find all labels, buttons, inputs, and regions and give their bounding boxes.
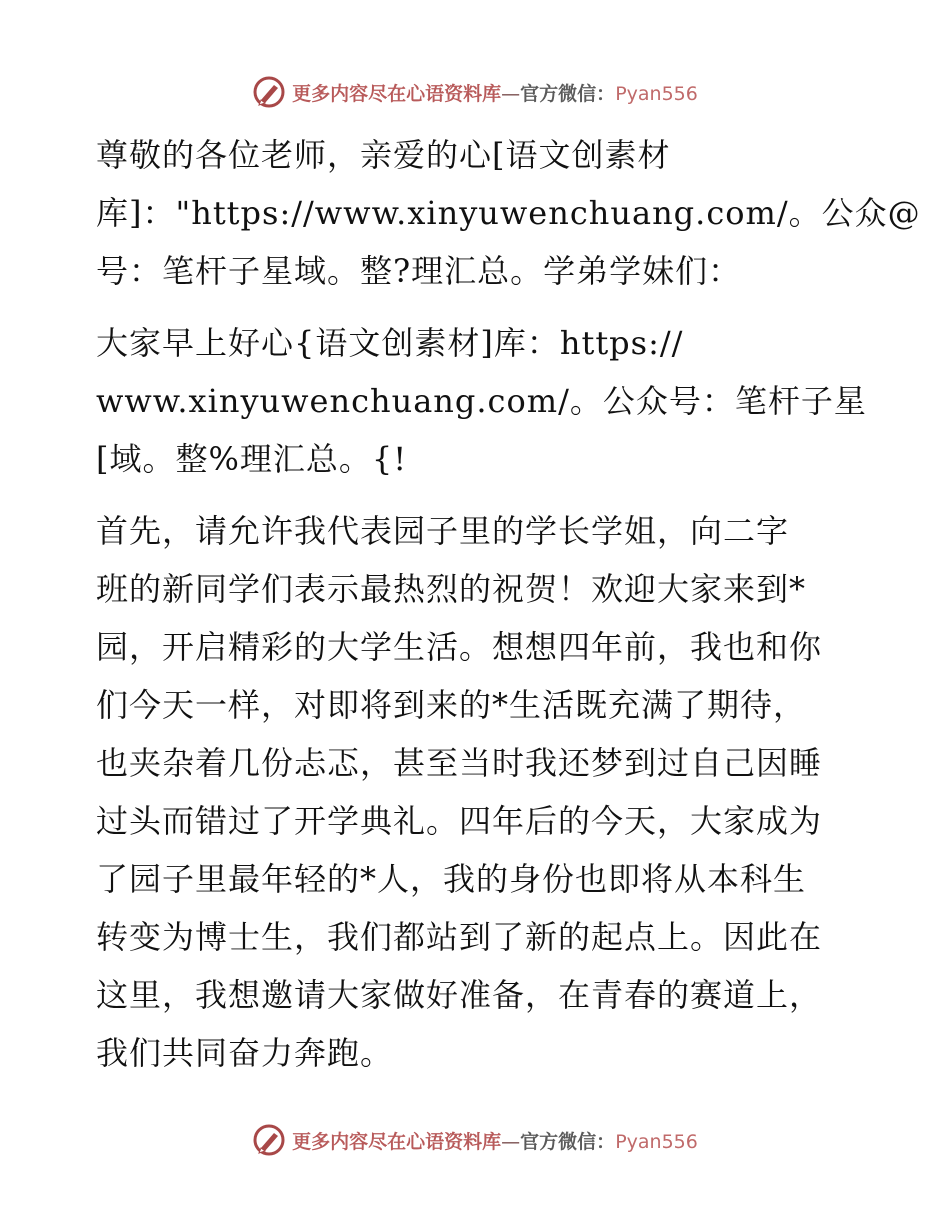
- paragraph-line: 尊敬的各位老师，亲爱的心[语文创素材: [96, 136, 671, 174]
- paragraph-line: 们今天一样，对即将到来的*生活既充满了期待，: [96, 686, 807, 724]
- paragraph-line: 也夹杂着几份忐忑，甚至当时我还梦到过自己因睡: [96, 744, 823, 782]
- footer-banner: [0, 1120, 950, 1160]
- paragraph-morning: [96, 314, 866, 488]
- header-banner-text: [292, 79, 698, 106]
- paragraph-welcome: [96, 502, 866, 1082]
- paragraph-line: 了园子里最年轻的*人，我的身份也即将从本科生: [96, 860, 807, 898]
- header-banner-title: 更多内容尽在心语资料库: [292, 82, 502, 105]
- paragraph-greeting: [96, 126, 921, 300]
- document-body: [96, 126, 921, 1082]
- header-banner-separator: —: [501, 82, 521, 105]
- paragraph-line: 首先，请允许我代表园子里的学长学姐，向二字: [96, 512, 790, 550]
- paragraph-line: 班的新同学们表示最热烈的祝贺！欢迎大家来到*: [96, 570, 807, 608]
- header-banner: [0, 72, 950, 112]
- footer-banner-text: [292, 1127, 698, 1154]
- paragraph-line: 转变为博士生，我们都站到了新的起点上。因此在: [96, 918, 823, 956]
- paragraph-line: 这里，我想邀请大家做好准备，在青春的赛道上，: [96, 976, 823, 1014]
- paragraph-line: 大家早上好心{语文创素材]库：https://: [96, 324, 684, 362]
- paragraph-line: 过头而错过了开学典礼。四年后的今天，大家成为: [96, 802, 823, 840]
- paragraph-line: 号：笔杆子星域。整?理汇总。学弟学妹们：: [96, 252, 742, 290]
- paragraph-line: 库]："https://www.xinyuwenchuang.com/。公众@: [96, 194, 921, 232]
- footer-banner-separator: —: [501, 1130, 521, 1153]
- pen-circle-logo-icon: [252, 1123, 286, 1157]
- paragraph-line: 园，开启精彩的大学生活。想想四年前，我也和你: [96, 628, 823, 666]
- header-banner-wechat-id: Pyan556: [615, 82, 698, 105]
- paragraph-line: www.xinyuwenchuang.com/。公众号：笔杆子星: [96, 382, 867, 420]
- paragraph-line: 我们共同奋力奔跑。: [96, 1034, 394, 1072]
- paragraph-line: [域。整%理汇总。{!: [96, 440, 408, 478]
- pen-circle-logo-icon: [252, 75, 286, 109]
- header-banner-label: 官方微信：: [520, 82, 616, 105]
- footer-banner-label: 官方微信：: [520, 1130, 616, 1153]
- footer-banner-wechat-id: Pyan556: [615, 1130, 698, 1153]
- footer-banner-title: 更多内容尽在心语资料库: [292, 1130, 502, 1153]
